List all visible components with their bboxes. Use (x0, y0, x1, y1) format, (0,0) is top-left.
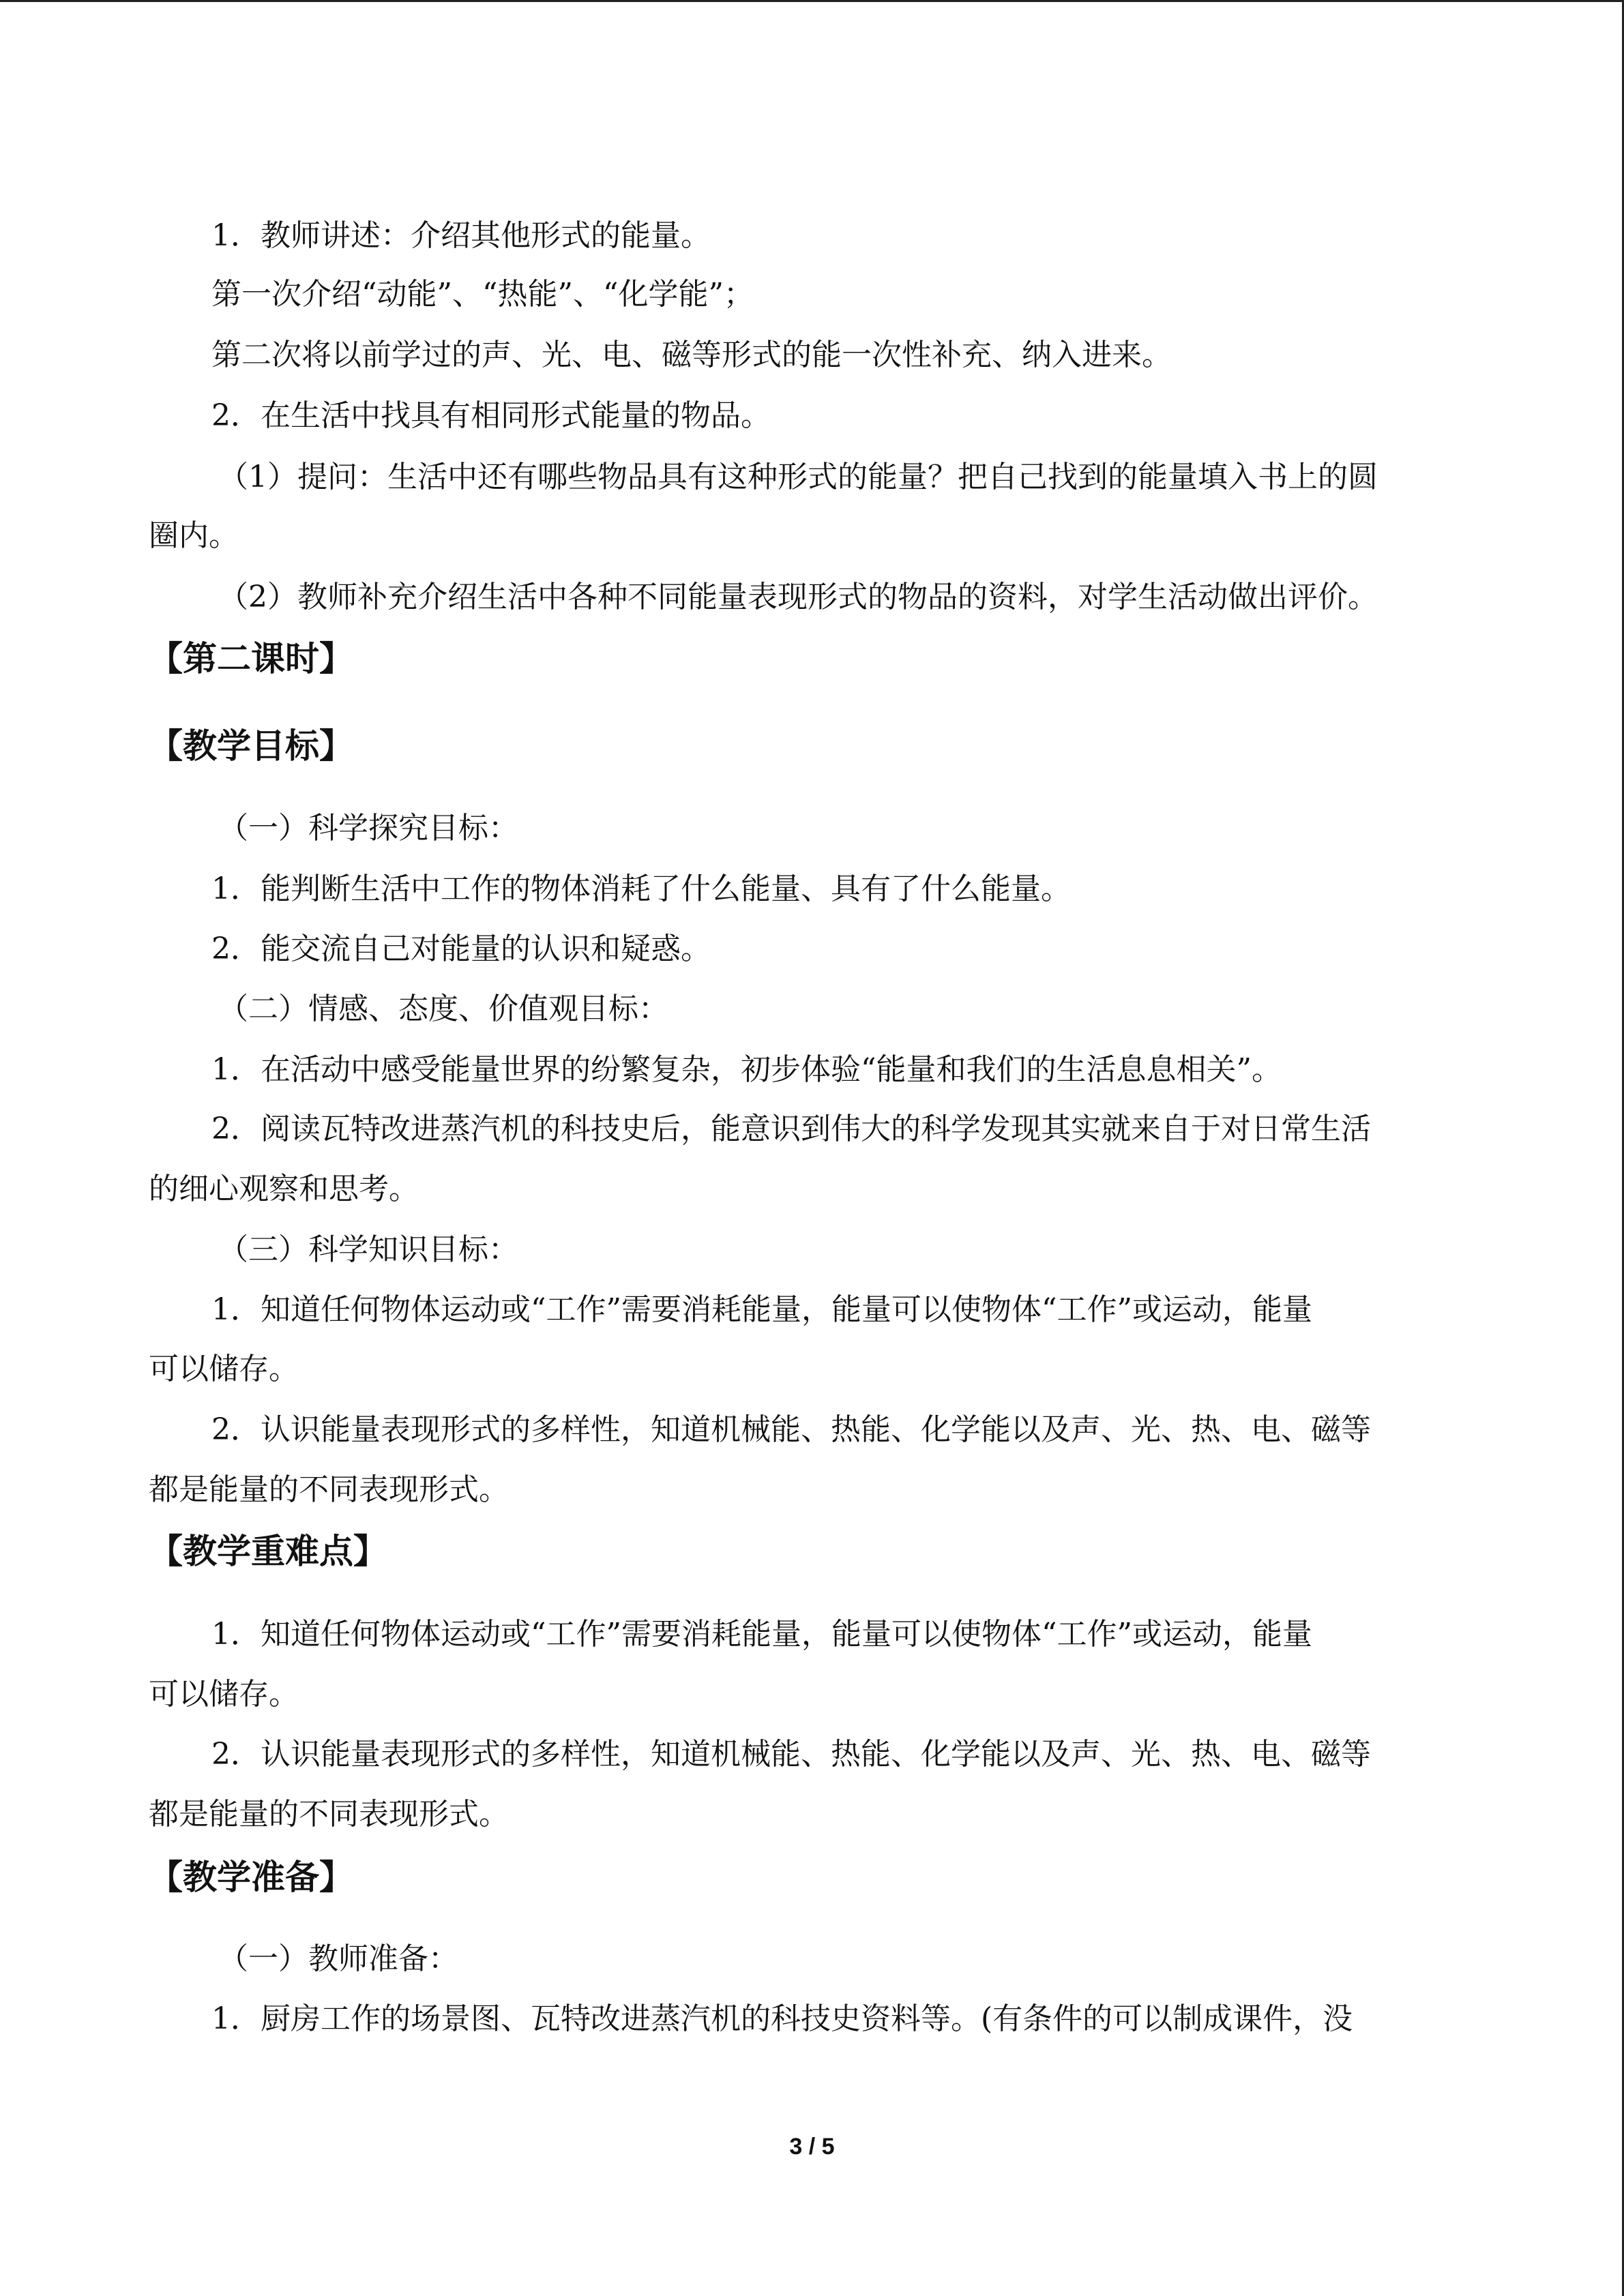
section-heading: 【教学准备】 (149, 1858, 353, 1897)
paragraph-line: 1．厨房工作的场景图、瓦特改进蒸汽机的科技史资料等。(有条件的可以制成课件，没 (211, 2001, 1353, 2036)
section-heading: 【教学重难点】 (149, 1532, 387, 1571)
paragraph-line: （2）教师补充介绍生活中各种不同能量表现形式的物品的资料，对学生活动做出评价。 (218, 580, 1378, 614)
paragraph-line: （三）科学知识目标： (218, 1232, 518, 1267)
paragraph-line: 第二次将以前学过的声、光、电、磁等形式的能一次性补充、纳入进来。 (211, 338, 1172, 372)
paragraph-line: 2．认识能量表现形式的多样性，知道机械能、热能、化学能以及声、光、热、电、磁等 (211, 1737, 1371, 1772)
section-heading: 【教学目标】 (149, 726, 353, 766)
paragraph-line: 1．在活动中感受能量世界的纷繁复杂，初步体验“能量和我们的生活息息相关”。 (211, 1052, 1282, 1087)
paragraph-line: 2．认识能量表现形式的多样性，知道机械能、热能、化学能以及声、光、热、电、磁等 (211, 1412, 1371, 1447)
paragraph-line: 2．在生活中找具有相同形式能量的物品。 (211, 398, 771, 433)
paragraph-line: 都是能量的不同表现形式。 (149, 1472, 509, 1507)
paragraph-line: 圈内。 (149, 518, 239, 553)
page-border-top (0, 0, 1624, 2)
paragraph-line: 2．能交流自己对能量的认识和疑惑。 (211, 931, 711, 966)
paragraph-line: （一）教师准备： (218, 1941, 458, 1976)
paragraph-line: （一）科学探究目标： (218, 811, 518, 846)
paragraph-line: 1．知道任何物体运动或“工作”需要消耗能量，能量可以使物体“工作”或运动，能量 (211, 1292, 1312, 1327)
paragraph-line: 都是能量的不同表现形式。 (149, 1797, 509, 1832)
paragraph-line: 1．能判断生活中工作的物体消耗了什么能量、具有了什么能量。 (211, 871, 1071, 906)
paragraph-line: （二）情感、态度、价值观目标： (218, 992, 668, 1026)
page-number: 3 / 5 (789, 2134, 835, 2160)
paragraph-line: 2．阅读瓦特改进蒸汽机的科技史后，能意识到伟大的科学发现其实就来自于对日常生活 (211, 1112, 1371, 1146)
paragraph-line: 的细心观察和思考。 (149, 1172, 419, 1206)
paragraph-line: 1．知道任何物体运动或“工作”需要消耗能量，能量可以使物体“工作”或运动，能量 (211, 1617, 1312, 1652)
section-heading: 【第二课时】 (149, 639, 353, 679)
paragraph-line: 可以储存。 (149, 1352, 299, 1386)
paragraph-line: 可以储存。 (149, 1677, 299, 1712)
paragraph-line: （1）提问：生活中还有哪些物品具有这种形式的能量？把自己找到的能量填入书上的圆 (218, 460, 1378, 494)
paragraph-line: 1．教师讲述：介绍其他形式的能量。 (211, 218, 711, 253)
paragraph-line: 第一次介绍“动能”、“热能”、“化学能”； (211, 277, 754, 312)
